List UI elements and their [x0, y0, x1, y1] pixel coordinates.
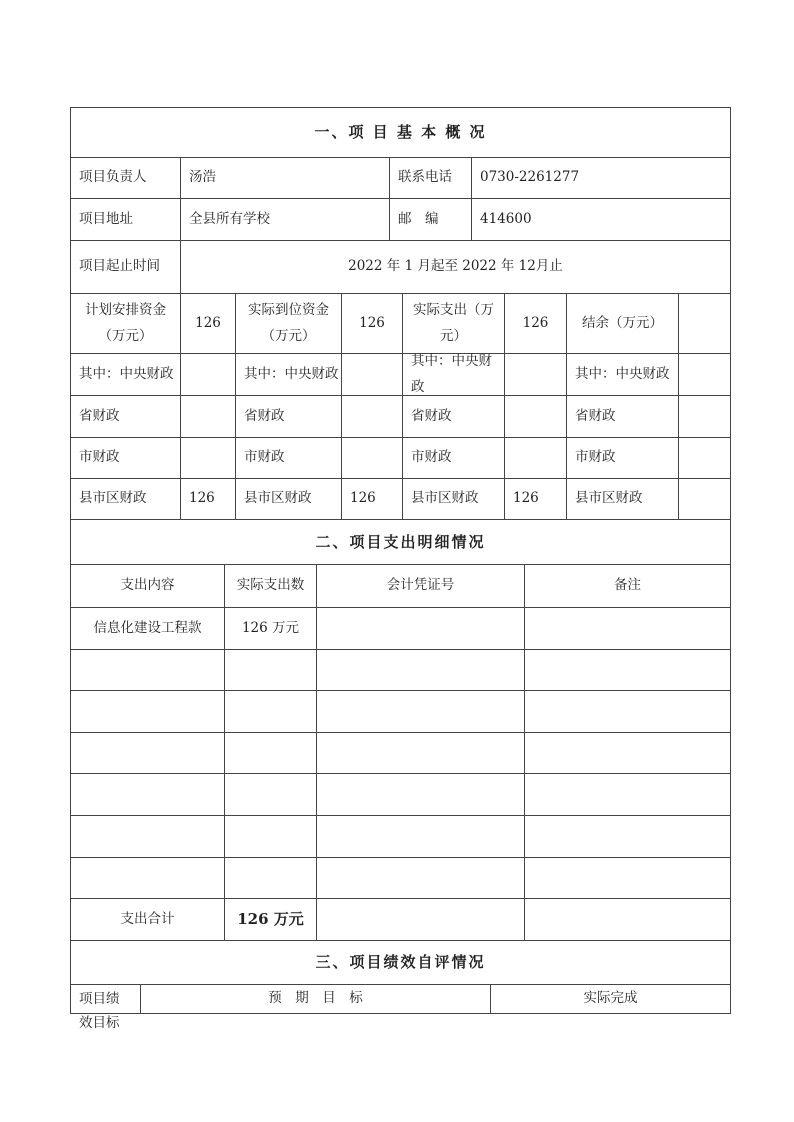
- fund-1-central-label-text: 其中：中央财政: [244, 365, 339, 382]
- expense-row-3-col-0: [70, 732, 225, 774]
- expense-row-5-col-1: [224, 815, 317, 858]
- expense-row-2-col-2: [316, 690, 525, 733]
- period-label: [70, 240, 181, 294]
- fund-1-county-label-text: 县市区财政: [244, 490, 312, 507]
- expense-header-3-text: 备注: [614, 577, 641, 594]
- fund-3-county-label: [566, 478, 679, 520]
- expense-row-1-col-2: [316, 649, 525, 691]
- fund-2-county-label: [402, 478, 505, 520]
- fund-0-central-label: [70, 353, 181, 396]
- fund-3-value: [678, 293, 731, 354]
- fund-3-province-label-text: 省财政: [575, 407, 616, 424]
- expense-header-2: [316, 564, 525, 608]
- leader-value: [180, 157, 390, 199]
- fund-1-province-label: [235, 395, 342, 438]
- fund-0-province-label-text: 省财政: [79, 407, 120, 424]
- section1-title-text: 一、项 目 基 本 概 况: [314, 123, 487, 142]
- fund-2-province-value: [504, 395, 567, 438]
- fund-0-city-value: [180, 437, 236, 479]
- fund-0-province-label: [70, 395, 181, 438]
- expense-header-3: [524, 564, 731, 608]
- fund-3-central-label-text: 其中：中央财政: [575, 365, 670, 382]
- expected-goal-header: [140, 984, 491, 1014]
- expense-row-0-col-0: [70, 607, 225, 650]
- expense-row-4-col-1: [224, 773, 317, 816]
- expense-header-1-text: 实际支出数: [236, 577, 305, 594]
- expense-row-0-col-1-text: 126 万元: [241, 619, 300, 636]
- phone-label-text: 联系电话: [398, 169, 452, 186]
- expense-row-6-col-2: [316, 857, 525, 899]
- address-label-text: 项目地址: [79, 210, 133, 227]
- fund-2-label-label-text: 实际支出（万元）: [413, 301, 494, 344]
- expense-total-label: [70, 898, 225, 941]
- fund-0-value-text: 126: [195, 314, 221, 331]
- leader-label-text: 项目负责人: [79, 169, 147, 186]
- expense-header-1: [224, 564, 317, 608]
- fund-1-city-value: [341, 437, 403, 479]
- expense-total-value-text: 126 万元: [237, 910, 304, 929]
- fund-3-central-value: [678, 353, 731, 396]
- expense-row-2-col-3: [524, 690, 731, 733]
- performance-label-text: 项目绩效目标: [79, 991, 120, 1031]
- fund-1-county_value-text: 126: [350, 490, 376, 507]
- expense-header-2-text: 会计凭证号: [386, 577, 455, 594]
- fund-2-city-value: [504, 437, 567, 479]
- expense-row-0-col-0-text: 信息化建设工程款: [93, 619, 202, 636]
- period-label-text: 项目起止时间: [79, 258, 160, 275]
- section2-title-text: 二、项目支出明细情况: [315, 532, 486, 551]
- fund-0-city-label: [70, 437, 181, 479]
- fund-1-county_value: [341, 478, 403, 520]
- expense-total-voucher: [316, 898, 525, 941]
- fund-1-province-label-text: 省财政: [244, 407, 285, 424]
- fund-2-county_value: [504, 478, 567, 520]
- fund-2-central-label: [402, 353, 505, 396]
- expense-row-3-col-1: [224, 732, 317, 774]
- fund-1-central-value: [341, 353, 403, 396]
- fund-1-label-label-text: 实际到位资金（万元）: [248, 301, 329, 344]
- fund-2-province-label-text: 省财政: [411, 407, 452, 424]
- expense-total-value: [224, 898, 317, 941]
- fund-0-central-label-text: 其中：中央财政: [79, 365, 174, 382]
- fund-3-label-label-text: 结余（万元）: [582, 314, 663, 331]
- fund-0-county-label: [70, 478, 181, 520]
- fund-3-province-label: [566, 395, 679, 438]
- expense-row-5-col-3: [524, 815, 731, 858]
- fund-3-province-value: [678, 395, 731, 438]
- expense-row-6-col-1: [224, 857, 317, 899]
- fund-1-province-value: [341, 395, 403, 438]
- fund-1-value-text: 126: [359, 314, 385, 331]
- expense-row-4-col-2: [316, 773, 525, 816]
- fund-1-city-label-text: 市财政: [244, 449, 285, 466]
- fund-0-province-value: [180, 395, 236, 438]
- fund-2-county_value-text: 126: [513, 490, 539, 507]
- fund-0-county_value-text: 126: [189, 490, 215, 507]
- fund-0-label-label: [70, 293, 181, 354]
- fund-3-city-label: [566, 437, 679, 479]
- expense-row-1-col-0: [70, 649, 225, 691]
- fund-2-county-label-text: 县市区财政: [411, 490, 479, 507]
- expected-goal-header-text: 预 期 目 标: [268, 990, 363, 1007]
- period-value: [180, 240, 731, 294]
- phone-value-text: 0730-2261277: [480, 169, 580, 186]
- section1-title: [70, 107, 731, 158]
- expense-row-0-col-3: [524, 607, 731, 650]
- fund-2-value: [504, 293, 567, 354]
- fund-0-city-label-text: 市财政: [79, 449, 120, 466]
- address-value-text: 全县所有学校: [189, 210, 270, 227]
- expense-row-5-col-2: [316, 815, 525, 858]
- postcode-label-text: 邮 编: [398, 210, 439, 227]
- fund-2-province-label: [402, 395, 505, 438]
- expense-total-note: [524, 898, 731, 941]
- leader-label: [70, 157, 181, 199]
- address-label: [70, 198, 181, 241]
- section3-title-text: 三、项目绩效自评情况: [315, 953, 486, 972]
- fund-2-central-label-text: 其中：中央财政: [411, 352, 492, 395]
- leader-value-text: 汤浩: [189, 169, 216, 186]
- section3-title: [70, 940, 731, 985]
- expense-row-4-col-0: [70, 773, 225, 816]
- fund-3-label-label: [566, 293, 679, 354]
- fund-0-value: [180, 293, 236, 354]
- postcode-label: [389, 198, 472, 241]
- fund-0-county_value: [180, 478, 236, 520]
- actual-completion-header-text: 实际完成: [583, 990, 638, 1007]
- fund-3-city-label-text: 市财政: [575, 449, 616, 466]
- performance-label: [70, 984, 141, 1031]
- fund-1-county-label: [235, 478, 342, 520]
- fund-3-county_value: [678, 478, 731, 520]
- expense-row-6-col-3: [524, 857, 731, 899]
- section2-title: [70, 519, 731, 565]
- postcode-value-text: 414600: [480, 210, 532, 227]
- expense-row-3-col-3: [524, 732, 731, 774]
- expense-header-0: [70, 564, 225, 608]
- fund-3-county-label-text: 县市区财政: [575, 490, 643, 507]
- expense-total-label-text: 支出合计: [120, 910, 175, 927]
- phone-value: [471, 157, 731, 199]
- fund-3-city-value: [678, 437, 731, 479]
- expense-header-0-text: 支出内容: [120, 577, 175, 594]
- fund-0-label-label-text: 计划安排资金（万元）: [85, 301, 166, 344]
- fund-1-value: [341, 293, 403, 354]
- fund-1-central-label: [235, 353, 342, 396]
- fund-0-central-value: [180, 353, 236, 396]
- expense-row-0-col-1: [224, 607, 317, 650]
- actual-completion-header: [490, 984, 731, 1014]
- postcode-value: [471, 198, 731, 241]
- expense-row-1-col-3: [524, 649, 731, 691]
- address-value: [180, 198, 390, 241]
- fund-2-city-label: [402, 437, 505, 479]
- period-value-text: 2022 年 1 月起至 2022 年 12月止: [348, 258, 563, 275]
- fund-2-city-label-text: 市财政: [411, 449, 452, 466]
- expense-row-2-col-1: [224, 690, 317, 733]
- phone-label: [389, 157, 472, 199]
- expense-row-5-col-0: [70, 815, 225, 858]
- fund-2-value-text: 126: [522, 314, 549, 331]
- expense-row-2-col-0: [70, 690, 225, 733]
- expense-row-6-col-0: [70, 857, 225, 899]
- fund-0-county-label-text: 县市区财政: [79, 490, 147, 507]
- expense-row-4-col-3: [524, 773, 731, 816]
- fund-2-central-value: [504, 353, 567, 396]
- fund-3-central-label: [566, 353, 679, 396]
- fund-1-city-label: [235, 437, 342, 479]
- fund-2-label-label: [402, 293, 505, 354]
- fund-1-label-label: [235, 293, 342, 354]
- expense-row-3-col-2: [316, 732, 525, 774]
- expense-row-1-col-1: [224, 649, 317, 691]
- expense-row-0-col-2: [316, 607, 525, 650]
